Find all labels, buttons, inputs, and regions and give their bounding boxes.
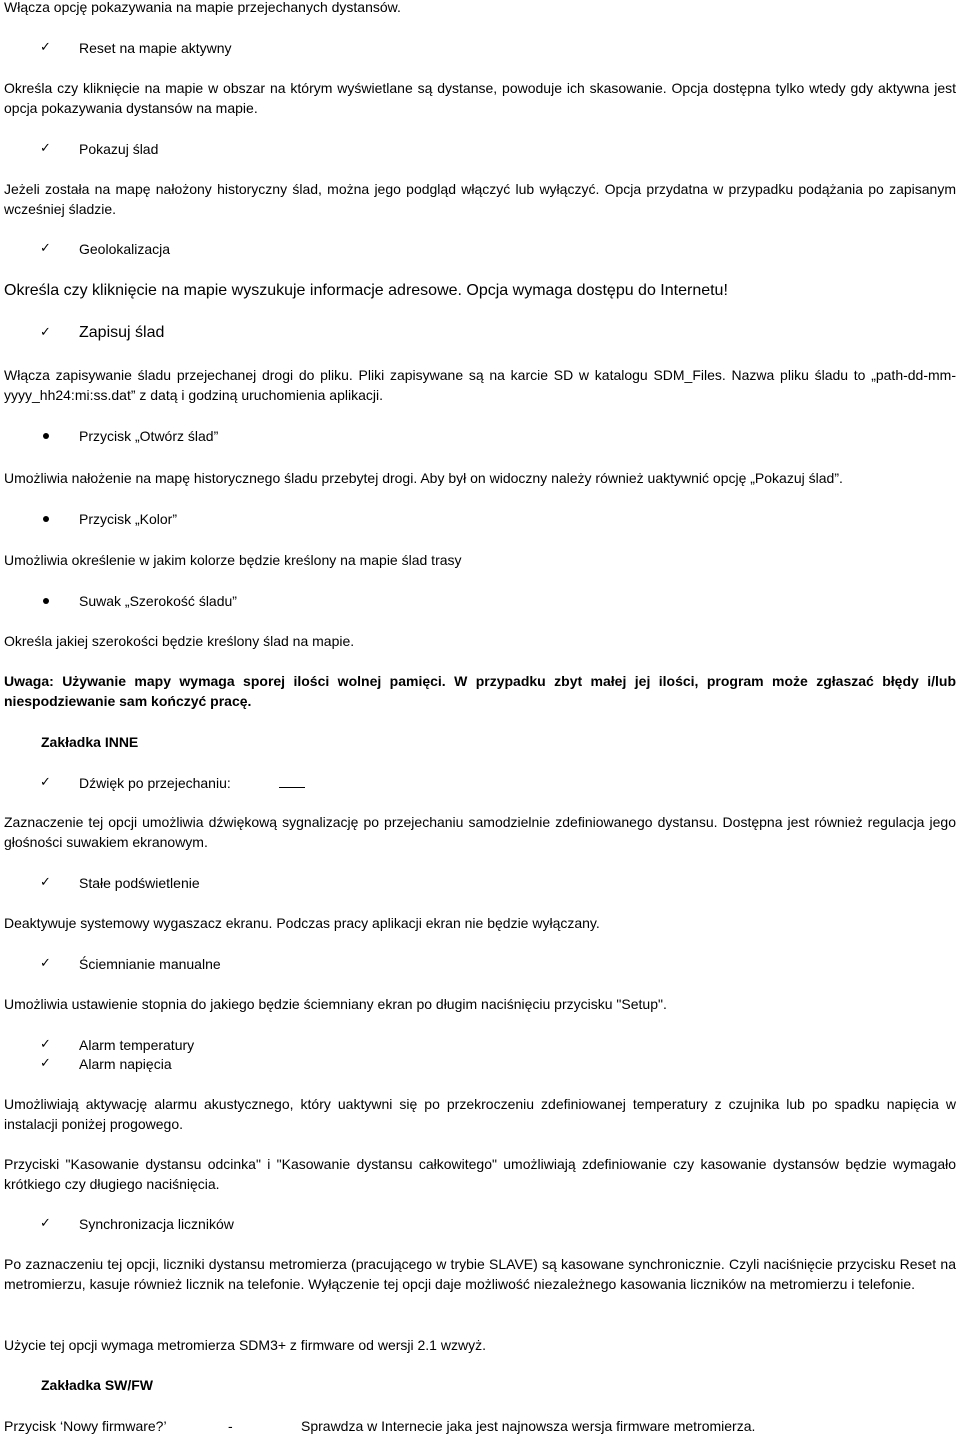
option-label: Synchronizacja liczników (79, 1216, 234, 1232)
checkmark-icon: ✓ (40, 141, 51, 156)
option-label: Alarm napięcia (79, 1056, 172, 1072)
paragraph: Przyciski "Kasowanie dystansu odcinka" i "Kasowanie dystansu całkowitego" umożliwiają zdefiniowanie czy kasowanie dystansów będzie wymagało krótkiego czy długiego naciśnięcia. (4, 1156, 956, 1192)
checkmark-icon: ✓ (40, 1056, 51, 1071)
paragraph: Umożliwia ustawienie stopnia do jakiego będzie ściemniany ekran po długim naciśnięciu przycisku "Setup". (4, 996, 667, 1012)
option-label: Geolokalizacja (79, 241, 171, 257)
paragraph: Określa czy kliknięcie na mapie wyszukuje informacje adresowe. Opcja wymaga dostępu do Internetu! (4, 282, 728, 299)
paragraph: Użycie tej opcji wymaga metromierza SDM3+ z firmware od wersji 2.1 wzwyż. (4, 1337, 486, 1353)
fw-description: Sprawdza w Internecie jaka jest najnowsza wersja firmware metromierza. (301, 1418, 756, 1434)
paragraph: Umożliwia nałożenie na mapę historycznego śladu przebytej drogi. Aby był on widoczny należy również uaktywnić opcję „Pokazuj ślad”. (4, 470, 843, 486)
bullet-label: Suwak „Szerokość śladu” (79, 593, 237, 609)
bullet-icon (43, 433, 49, 439)
paragraph: Deaktywuje systemowy wygaszacz ekranu. Podczas pracy aplikacji ekran nie będzie wyłączany. (4, 915, 600, 931)
option-label: Pokazuj ślad (79, 141, 159, 157)
paragraph: Określa czy kliknięcie na mapie w obszar na którym wyświetlane są dystanse, powoduje ich skasowanie. Opcja dostępna tylko wtedy gdy aktywna jest opcja pokazywania dystansów na mapie. (4, 80, 956, 116)
checkmark-icon: ✓ (40, 1037, 51, 1052)
checkmark-icon: ✓ (40, 241, 51, 256)
paragraph: Umożliwiają aktywację alarmu akustycznego, który uaktywni się po przekroczeniu zdefiniowanej temperatury z czujnika lub po spadku napięcia w instalacji poniżej progowego. (4, 1096, 956, 1132)
option-label: Alarm temperatury (79, 1037, 195, 1053)
paragraph: Po zaznaczeniu tej opcji, liczniki dystansu metromierza (pracującego w trybie SLAVE) są kasowane synchronicznie. Czyli naciśnięcie przycisku Reset na metromierzu, kasuje również licznik na telefonie. Wyłączenie tej opcji daje możliwość niezależnego kasowania liczników na metromierzu i telefonie. (4, 1256, 956, 1292)
option-label: Zapisuj ślad (79, 324, 165, 341)
option-label: Ściemnianie manualne (79, 956, 221, 972)
section-heading-inne: Zakładka INNE (41, 734, 139, 750)
paragraph: Jeżeli została na mapę nałożony historyczny ślad, można jego podgląd włączyć lub wyłączyć. Opcja przydatna w przypadku podążania po zapisanym wcześniej śladzie. (4, 181, 956, 217)
option-label (79, 773, 305, 793)
bullet-label: Przycisk „Otwórz ślad” (79, 428, 219, 444)
fw-dash: - (228, 1418, 233, 1434)
paragraph: Włącza zapisywanie śladu przejechanej drogi do pliku. Pliki zapisywane są na karcie SD w katalogu SDM_Files. Nazwa pliku śladu to „path-dd-mm-yyyy_hh24:mi:ss.dat” z datą i godziną uruchomienia aplikacji. (4, 367, 956, 403)
bullet-label: Przycisk „Kolor” (79, 511, 178, 527)
checkmark-icon: ✓ (40, 40, 51, 55)
warning-note: Uwaga: Używanie mapy wymaga sporej ilości wolnej pamięci. W przypadku zbyt małej jej ilości, program może zgłaszać błędy i/lub niespodziewanie sam kończyć pracę. (4, 673, 956, 709)
checkmark-icon: ✓ (40, 1216, 51, 1231)
section-heading-sw-fw: Zakładka SW/FW (41, 1377, 154, 1393)
paragraph: Włącza opcję pokazywania na mapie przejechanych dystansów. (4, 0, 401, 15)
checkmark-icon: ✓ (40, 956, 51, 971)
checkmark-icon: ✓ (40, 325, 51, 340)
option-label-text: Dźwięk po przejechaniu: (79, 775, 231, 791)
checkmark-icon: ✓ (40, 775, 51, 790)
option-label: Stałe podświetlenie (79, 875, 200, 891)
paragraph: Zaznaczenie tej opcji umożliwia dźwiękową sygnalizację po przejechaniu samodzielnie zdefiniowanego dystansu. Dostępna jest również regulacja jego głośności suwakiem ekranowym. (4, 814, 956, 850)
bullet-icon (43, 516, 49, 522)
blank-line (279, 775, 305, 788)
paragraph: Umożliwia określenie w jakim kolorze będzie kreślony na mapie ślad trasy (4, 552, 462, 568)
paragraph: Określa jakiej szerokości będzie kreślony ślad na mapie. (4, 633, 355, 649)
fw-button-label: Przycisk ‘Nowy firmware?’ (4, 1418, 167, 1434)
option-label: Reset na mapie aktywny (79, 40, 232, 56)
checkmark-icon: ✓ (40, 875, 51, 890)
bullet-icon (43, 598, 49, 604)
